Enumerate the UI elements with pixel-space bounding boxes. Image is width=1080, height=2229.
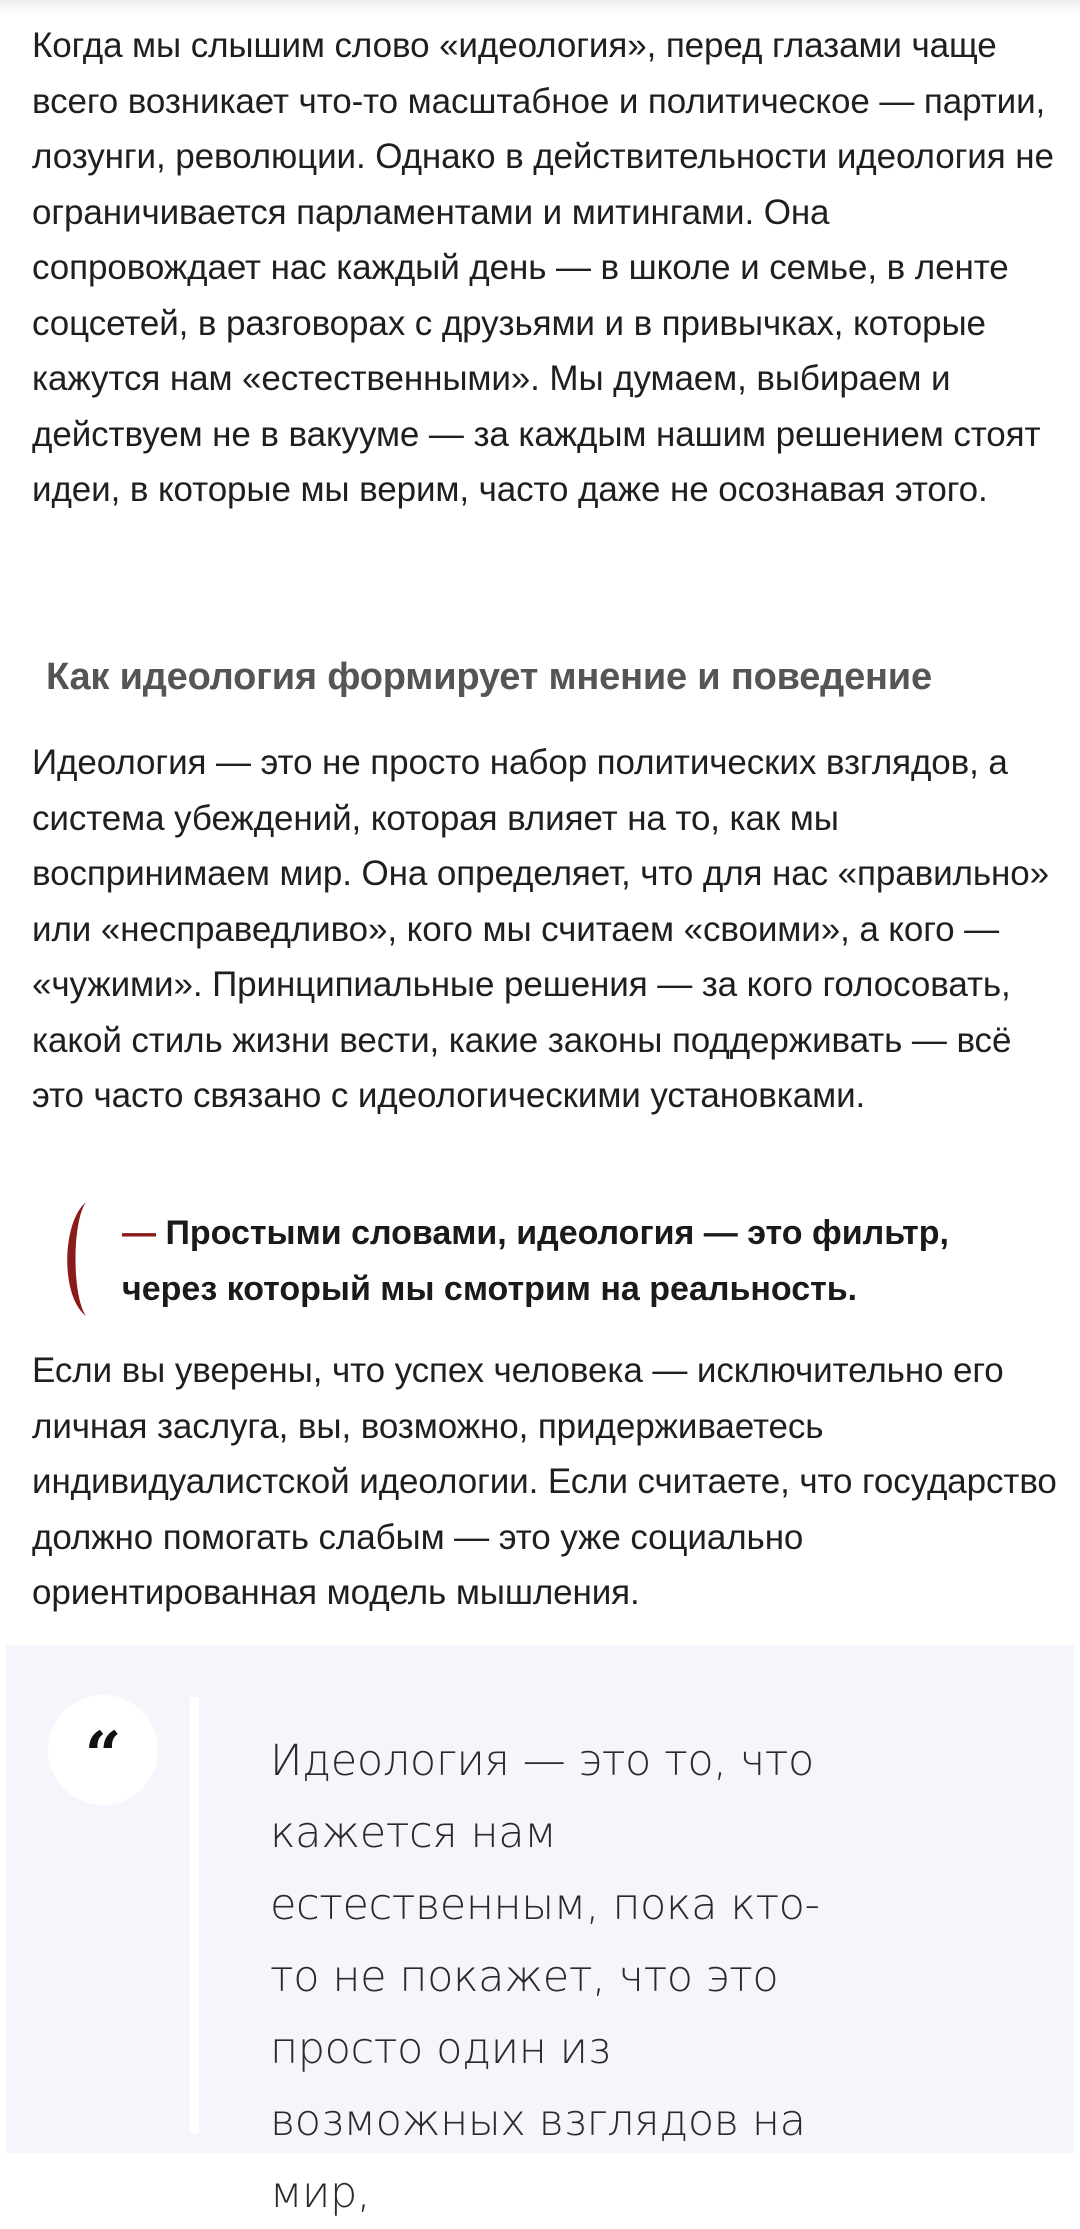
callout-dash: —: [122, 1214, 156, 1252]
blockquote: [6, 1645, 1074, 2218]
quote-text: Идеология — это то, что кажется нам естественным, пока кто-то не покажет, что это просто один из возможных взглядов на мир,: [270, 1736, 820, 2218]
quote-icon: [48, 1695, 158, 1805]
top-shadow: [0, 0, 1080, 14]
section-heading: Как идеология формирует мнение и поведение: [46, 656, 932, 698]
callout-body: Простыми словами, идеология — это фильтр, через который мы смотрим на реальность.: [122, 1214, 950, 1308]
bracket-icon: [52, 1200, 92, 1318]
paragraph-ideology-definition: Идеология — это не просто набор политических взглядов, а система убеждений, которая влияет на то, как мы воспринимаем мир. Она определяет, что для нас «правильно» или «несправедливо», кого мы считаем «своими», а кого — «чужими». Принципиальные решения — за кого голосовать, какой стиль жизни вести, какие законы поддерживать — всё это часто связано с идеологическими установками.: [32, 743, 1049, 1115]
paragraph-examples: Если вы уверены, что успех человека — исключительно его личная заслуга, вы, возможно, придерживаетесь индивидуалистской идеологии. Если считаете, что государство должно помогать слабым — это уже социально ориентированная модель мышления.: [32, 1351, 1057, 1612]
svg-text:“: “: [84, 1718, 122, 1793]
quote-divider: [190, 1697, 199, 2133]
callout-highlight: [52, 1200, 1052, 1320]
callout-text: [122, 1206, 1052, 1317]
intro-paragraph: Когда мы слышим слово «идеология», перед глазами чаще всего возникает что-то масштабное и политическое — партии, лозунги, революции. Однако в действительности идеология не ограничивается парламентами и митингами. Она сопровождает нас каждый день — в школе и семье, в ленте соцсетей, в разговорах с друзьями и в привычках, которые кажутся нам «естественными». Мы думаем, выбираем и действуем не в вакууме — за каждым нашим решением стоят идеи, в которые мы верим, часто даже не осознавая этого.: [32, 26, 1054, 509]
quote-icon-badge: [48, 1695, 158, 1805]
